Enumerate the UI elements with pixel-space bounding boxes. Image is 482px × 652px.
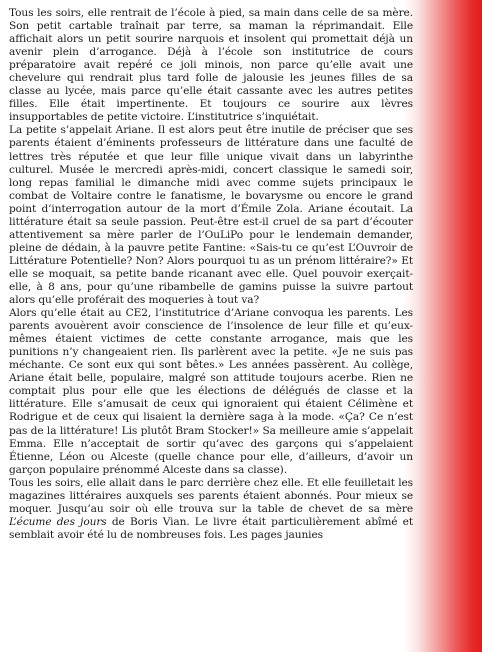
paragraph-4 <box>9 477 413 542</box>
paragraph-1: Tous les soirs, elle rentrait de l’école à pied, sa main dans celle de sa mère. Son petit cartable traînait par terre, sa maman la réprimandait. Elle affichait alors un petit sourire narquois et insolent qui promettait déjà un avenir plein d’arrogance. Déjà à l’école son institutrice de cours préparatoire avait repéré ce joli minois, non parce qu’elle avait une chevelure qui rendrait plus tard folle de jalousie les jeunes filles de sa classe au lycée, mais parce qu’elle était cassante avec les autres petites filles. Elle était impertinente. Et toujours ce sourire aux lèvres insupportables de petite victoire. L’institutrice s’inquiétait. <box>9 7 413 124</box>
book-title: L’écume des jours <box>9 515 107 528</box>
story-text <box>9 7 413 542</box>
paragraph-3: Alors qu’elle était au CE2, l’institutrice d’Ariane convoqua les parents. Les parents avouèrent avoir conscience de l’insolence de leur fille et qu’eux-mêmes étaient victimes de cette constante arrogance, mais que les punitions n’y changeaient rien. Ils parlèrent avec la petite. «Je ne suis pas méchante. Ce sont eux qui sont bêtes.» Les années passèrent. Au collège, Ariane était belle, populaire, malgré son attitude toujours acerbe. Rien ne comptait plus pour elle que les élections de délégués de classe et la littérature. Elle s’amusait de ceux qui ignoraient qui étaient Célimène et Rodrigue et de ceux qui lisaient la dernière saga à la mode. «Ça? Ce n’est pas de la littérature! Lis plutôt Bram Stocker!» Sa meilleure amie s’appelait Emma. Elle n’acceptait de sortir qu’avec des garçons qui s’appelaient Étienne, Léon ou Alceste (quelle chance pour elle, d’ailleurs, d’avoir un garçon populaire prénommé Alceste dans sa classe). <box>9 307 413 476</box>
paragraph-2: La petite s’appelait Ariane. Il est alors peut être inutile de préciser que ses parents étaient d’éminents professeurs de littérature dans une faculté de lettres très réputée et que leur fille unique vivait dans un labyrinthe culturel. Musée le mercredi après-midi, concert classique le samedi soir, long repas familial le dimanche midi avec comme sujets principaux le combat de Voltaire contre le fanatisme, le bovarysme ou encore le grand point d’interrogation autour de la mort d’Émile Zola. Ariane écoutait. La littérature était sa seule passion. Peut-être est-il cruel de sa part d’écouter attentivement sa mère parler de l’OuLiPo pour le lendemain demander, pleine de dédain, à la pauvre petite Fantine: «Sais-tu ce qu’est L’Ouvroir de Littérature Potentielle? Non? Alors pourquoi tu as un prénom littéraire?» Et elle se moquait, sa petite bande ricanant avec elle. Quel pouvoir exerçait-elle, à 8 ans, pour qu’une ribambelle de gamins puisse la suivre partout alors qu’elle proférait des moqueries à tout va? <box>9 124 413 307</box>
paragraph-4-end: de Boris Vian. Le livre était particulièrement abîmé et semblait avoir été lu de nombreuses fois. Les pages jaunies <box>9 515 414 541</box>
paragraph-4-start: Tous les soirs, elle allait dans le parc derrière chez elle. Et elle feuilletait les magazines littéraires auxquels ses parents étaient abonnés. Pour mieux se moquer. Jusqu’au soir où elle trouva sur la table de chevet de sa mère <box>9 476 413 515</box>
